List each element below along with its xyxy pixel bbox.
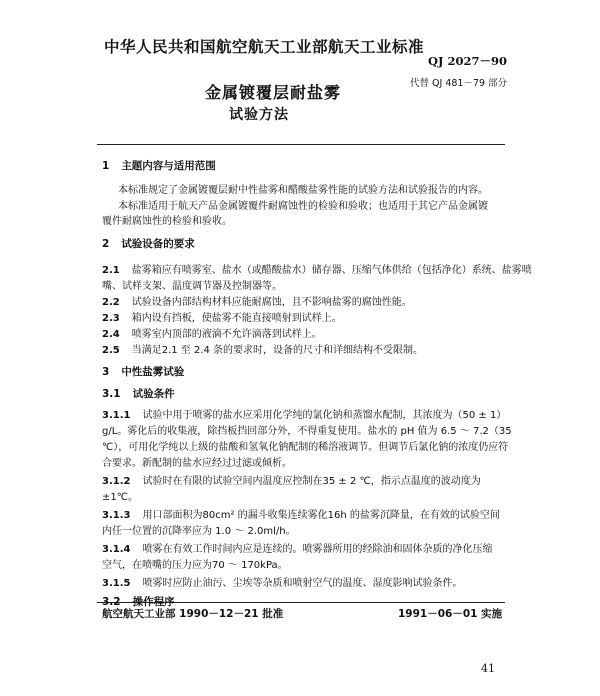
section-2-heading [102,236,195,251]
paragraph: 覆件耐腐蚀性的检验和验收。 [102,216,232,227]
clause-number: 2.4 [102,329,120,340]
paragraph: ℃），可用化学纯以上级的盐酸和氢氧化钠配制的稀溶液调节。但调节后氯化钠的浓度仍应符 [102,442,509,453]
clause-number: 3.1.3 [102,510,131,521]
clause-number: 3.1.2 [102,476,131,487]
paragraph: 本标准适用于航天产品金属镀覆件耐腐蚀性的检验和验收；也适用于其它产品金属镀 [118,201,488,212]
clause-text: 喷雾室内顶部的液滴不允许滴落到试样上。 [131,329,322,340]
clause-3-1-1 [102,406,506,421]
section-number: 2 [102,238,110,250]
clause-number: 3.1.4 [102,544,131,555]
replaces-note: 代替 QJ 481－79 部分 [410,78,508,89]
section-title: 主题内容与适用范围 [121,160,216,172]
clause-number: 2.5 [102,345,120,356]
section-title: 操作程序 [132,596,175,608]
clause-text: 用口部面积为80cm² 的漏斗收集连续雾化16h 的盐雾沉降量，在有效的试验空间 [142,510,500,521]
section-number: 3.1 [102,388,121,400]
clause-2-1 [102,261,532,276]
section-3-heading [102,364,184,379]
clause-3-1-2 [102,472,481,487]
paragraph: 空气，在喷嘴的压力应为70 ～ 170kPa。 [102,560,288,571]
clause-number: 3.1.5 [102,578,131,589]
section-number: 1 [102,160,110,172]
approval-date: 航空航天工业部 1990－12－21 批准 [102,608,284,620]
section-number: 3 [102,366,110,378]
top-divider [97,144,505,145]
clause-text: 盐雾箱应有喷雾室、盐水（或醋酸盐水）储存器、压缩气体供给（包括净化）系统、盐雾喷 [131,265,532,276]
subsection-3-1-heading [102,386,175,401]
clause-number: 2.1 [102,265,120,276]
clause-text: 试验中用于喷雾的盐水应采用化学纯的氯化钠和蒸馏水配制，其浓度为（50 ± 1） [142,410,507,421]
clause-2-5 [102,341,423,356]
clause-text: 箱内设有挡板，使盐雾不能直接喷射到试样上。 [131,313,342,324]
page-number: 41 [481,662,495,675]
clause-2-2 [102,293,412,308]
clause-2-4 [102,325,322,340]
paragraph: ±1℃。 [102,492,138,503]
section-title: 试验设备的要求 [121,238,195,250]
clause-3-1-4 [102,540,492,555]
clause-text: 试验时在有限的试验空间内温度应控制在35 ± 2 ℃，指示点温度的波动度为 [142,476,481,487]
clause-text: 喷雾时应防止油污、尘埃等杂质和喷射空气的温度、湿度影响试验条件。 [142,578,463,589]
clause-text: 试验设备内部结构材料应能耐腐蚀，且不影响盐雾的腐蚀性能。 [131,297,412,308]
paragraph: 嘴、试样支架、温度调节器及控制器等。 [102,281,282,292]
standard-number: QJ 2027－90 [428,54,507,68]
paragraph: g/L。雾化后的收集液，除挡板挡回部分外，不得重复使用。盐水的 pH 值为 6.5 ～ 7.2（35 [102,426,512,437]
clause-text: 当满足2.1 至 2.4 条的要求时，设备的尺寸和详细结构不受限制。 [131,345,424,356]
section-title: 中性盐雾试验 [121,366,185,378]
paragraph: 本标准规定了金属镀覆层耐中性盐雾和醋酸盐雾性能的试验方法和试验报告的内容。 [118,185,488,196]
clause-number: 3.1.1 [102,410,131,421]
clause-3-1-5 [102,574,462,589]
clause-number: 2.2 [102,297,120,308]
clause-2-3 [102,309,342,324]
section-1-heading [102,158,216,173]
document-subtitle: 试验方法 [229,107,289,123]
effective-date: 1991－06－01 实施 [398,608,503,620]
clause-3-1-3 [102,506,500,521]
paragraph: 合要求。新配制的盐水应经过过滤或倾析。 [102,458,292,469]
paragraph: 内任一位置的沉降率应为 1.0 ～ 2.0ml/h。 [102,526,296,537]
section-title: 试验条件 [132,388,175,400]
clause-number: 2.3 [102,313,120,324]
document-title: 金属镀覆层耐盐雾 [205,83,342,102]
issuing-organization: 中华人民共和国航空航天工业部航天工业标准 [104,38,425,56]
section-number: 3.2 [102,596,121,608]
clause-text: 喷雾在有效工作时间内应是连续的。喷雾器所用的经除油和固体杂质的净化压缩 [142,544,493,555]
